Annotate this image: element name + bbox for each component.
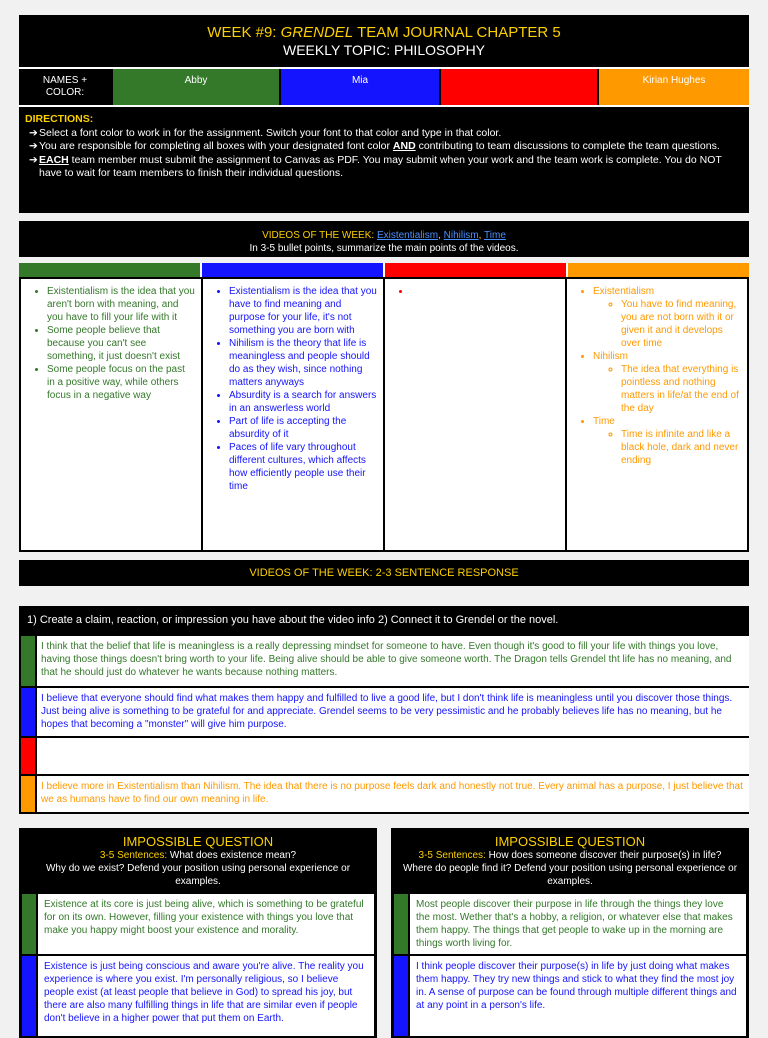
name-cell-blue[interactable]: Mia — [279, 69, 439, 105]
link-existentialism[interactable]: Existentialism — [376, 230, 439, 241]
arrow-icon: ➔ — [29, 140, 38, 152]
videos-label: VIDEOS OF THE WEEK: — [262, 230, 377, 241]
iq-header — [19, 828, 377, 894]
link-nihilism[interactable]: Nihilism — [443, 230, 479, 241]
color-swatch-green — [394, 894, 408, 954]
names-row — [19, 67, 749, 105]
directions-text: Select a font color to work in for the assignment. Switch your font to that color and type in that color. — [39, 126, 502, 139]
names-label-line2: COLOR: — [45, 87, 85, 98]
list-item — [593, 350, 741, 415]
directions-item — [25, 154, 743, 181]
list-item — [411, 285, 559, 298]
iq-answer-abby[interactable]: Existence at its core is just being alive, which is something to be grateful for on its own. However, filling your existence with things you love that make you happy might boost your existence and morality. — [38, 894, 374, 954]
list-item: • Absurdity is a search for answers in an answerless world — [229, 389, 377, 415]
videos-instruction: In 3-5 bullet points, summarize the main points of the videos. — [249, 243, 519, 254]
summary-red[interactable] — [385, 279, 565, 550]
response-row-kirian — [19, 774, 749, 814]
name-cell-green[interactable]: Abby — [111, 69, 279, 105]
list-item: • Some people believe that because you can't see something, it just doesn't exist — [47, 324, 195, 363]
list-item: • Paces of life vary throughout different cultures, which affects how efficiently people use their time — [229, 441, 377, 493]
response-row-abby — [19, 634, 749, 686]
list-item: • Nihilism is the theory that life is meaningless and people should do as they wish, since nothing matters anyways — [229, 337, 377, 389]
sub-list-item: ◦ You have to find meaning, you are not born with it or given it and it develops over time — [621, 298, 741, 350]
list-item: • Existentialism is the idea that you have to find meaning and purpose for your life, it's not something you are born with — [229, 285, 377, 337]
videos-header — [19, 221, 749, 257]
color-swatch-orange — [21, 776, 35, 812]
iq-question — [395, 849, 745, 862]
names-label-line1: NAMES + — [42, 75, 88, 86]
arrow-icon: ➔ — [29, 126, 38, 139]
iq-lead: 3-5 Sentences: — [99, 850, 168, 861]
color-bar-orange — [568, 263, 749, 277]
summary-abby[interactable] — [21, 279, 201, 550]
iq-answer-mia[interactable]: Existence is just being conscious and aware you're alive. The reality you experience is where you exist. I'm personally religious, so I believe people exist (at least people that believe in God) to spread his joy, but there are also many fulfilling things in life that are similar even if people don't believe in a higher power that put them on Earth. — [38, 956, 374, 1036]
iq-question-detail: Why do we exist? Defend your position using personal experience or examples. — [45, 863, 351, 887]
color-swatch-blue — [21, 688, 35, 736]
color-bar-green — [19, 263, 200, 277]
impossible-question-left — [19, 828, 377, 1038]
topic-label: Time — [593, 416, 615, 427]
directions-text-part: You are responsible for completing all boxes with your designated font color — [39, 140, 393, 152]
directions-item — [25, 127, 743, 141]
iq-title: IMPOSSIBLE QUESTION — [494, 834, 646, 849]
response-text-kirian[interactable]: I believe more in Existentialism than Nihilism. The idea that there is no purpose feels dark and honestly not true. Every animal has a purpose, I just believe that we as humans have to find our own meaning in life. — [37, 776, 749, 812]
list-item — [593, 415, 741, 467]
link-time[interactable]: Time — [484, 230, 506, 241]
response-prompt: 1) Create a claim, reaction, or impression you have about the video info 2) Connect it to Grendel or the novel. — [19, 606, 749, 634]
link-separator: , — [438, 230, 444, 241]
response-text-mia[interactable]: I believe that everyone should find what makes them happy and fulfilled to live a good life, but I don't think life is meaningless until you discover those things. Just being alive is something to be grateful for and appreciate. Grendel seems to be very pessimistic and he probably believes life has no meaning, but he hopes that becoming a "monster" will give him purpose. — [37, 688, 749, 736]
directions-text-part: team member must submit the assignment to Canvas as PDF. You may submit when your work and the team work is complete. You do NOT have to wait for team members to finish their individual questions. — [39, 153, 722, 179]
summary-columns — [19, 277, 749, 552]
impossible-question-right — [391, 828, 749, 1038]
title-suffix: TEAM JOURNAL CHAPTER 5 — [353, 24, 561, 41]
journal-title — [19, 24, 749, 41]
color-swatch-blue — [394, 956, 408, 1036]
iq-lead: 3-5 Sentences: — [418, 850, 486, 861]
response-row-red — [19, 736, 749, 774]
directions-text-part: contributing to team discussions to complete the team questions. — [415, 140, 720, 152]
topic-label: Nihilism — [593, 351, 628, 362]
iq-row-mia — [19, 956, 377, 1036]
response-text-red[interactable] — [37, 738, 749, 774]
response-row-mia — [19, 686, 749, 736]
response-section-header: VIDEOS OF THE WEEK: 2-3 SENTENCE RESPONSE — [19, 560, 749, 586]
response-text-abby[interactable]: I think that the belief that life is meaningless is a really depressing mindset for someone to have. Even though it's good to fill your life with things you love, having those things doesn't bring worth to your life. Being alive should be able to give someone worth. The Dragon tells Grendel tht life has no meaning, and that he should just do whatever he wants because nothing matters. — [37, 636, 749, 686]
link-separator: , — [478, 230, 485, 241]
iq-title: IMPOSSIBLE QUESTION — [122, 834, 274, 849]
directions-item — [25, 140, 743, 154]
title-novel: GRENDEL — [280, 24, 354, 41]
color-swatch-green — [21, 636, 35, 686]
iq-header — [391, 828, 749, 894]
iq-question — [23, 849, 373, 862]
arrow-icon: ➔ — [29, 153, 38, 166]
iq-question-detail: Where do people find it? Defend your position using personal experience or examples. — [402, 863, 738, 887]
names-label — [19, 69, 111, 105]
title-prefix: WEEK #9: — [207, 24, 281, 41]
summary-kirian[interactable] — [567, 279, 747, 550]
summary-mia[interactable] — [203, 279, 383, 550]
topic-label: Existentialism — [593, 286, 655, 297]
impossible-questions — [19, 828, 749, 1038]
directions-heading: DIRECTIONS: — [25, 113, 94, 125]
name-cell-red[interactable] — [439, 69, 597, 105]
iq-question-part: How does someone discover their purpose(s) in life? — [485, 850, 722, 861]
iq-answer-mia[interactable]: I think people discover their purpose(s) in life by just doing what makes them happy. They try new things and stick to what they find the most joy in. A sense of purpose can be found through multiple different things and at any point in a person's life. — [410, 956, 746, 1036]
sub-list-item: ◦ Time is infinite and like a black hole, dark and never ending — [621, 428, 741, 467]
directions-text — [39, 154, 743, 181]
journal-page-2 — [19, 606, 749, 1024]
directions-block — [19, 105, 749, 213]
color-bar-row — [19, 263, 749, 277]
list-item: • Existentialism is the idea that you aren't born with meaning, and you have to fill your life with it — [47, 285, 195, 324]
directions-text — [39, 140, 720, 154]
iq-question-part: What does existence mean? — [167, 850, 297, 861]
sub-list-item: ◦ The idea that everything is pointless and nothing matters in life/at the end of the day — [621, 363, 741, 415]
color-swatch-blue — [22, 956, 36, 1036]
color-bar-red — [385, 263, 566, 277]
list-item: • Part of life is accepting the absurdity of it — [229, 415, 377, 441]
color-bar-blue — [202, 263, 383, 277]
directions-emphasis: EACH — [39, 153, 69, 166]
iq-row-mia — [391, 956, 749, 1036]
iq-answer-abby[interactable]: Most people discover their purpose in life through the things they love the most. Wether that's a hobby, a religion, or whatever else that makes them happy. The things that get people to wake up in the morning are things worth living for. — [410, 894, 746, 954]
iq-row-abby — [391, 894, 749, 954]
journal-page-1 — [19, 15, 749, 579]
weekly-topic: WEEKLY TOPIC: PHILOSOPHY — [282, 42, 486, 58]
journal-header — [19, 15, 749, 67]
list-item: • Some people focus on the past in a positive way, while others focus in a negative way — [47, 363, 195, 402]
name-cell-orange[interactable]: Kirian Hughes — [597, 69, 749, 105]
directions-emphasis: AND — [392, 140, 416, 152]
list-item — [593, 285, 741, 350]
color-swatch-red — [21, 738, 35, 774]
color-swatch-green — [22, 894, 36, 954]
iq-row-abby — [19, 894, 377, 954]
